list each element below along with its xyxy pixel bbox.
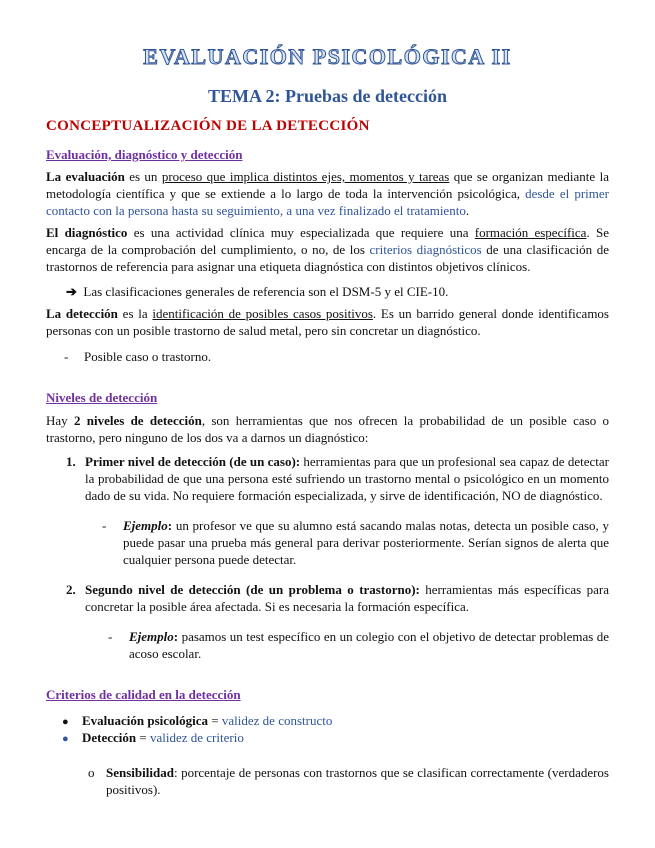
bullet-bold: Detección: [82, 730, 137, 745]
bullet-icon: ●: [62, 733, 69, 745]
paragraph-evaluacion: [46, 168, 609, 219]
text-segment: es un: [124, 169, 162, 184]
sensibilidad-text: [106, 764, 609, 798]
term-deteccion: La detección: [46, 306, 118, 321]
level-1-text: [85, 453, 609, 504]
text-segment: que se organizan mediante la metodología científica y que se extiende a lo largo de toda la intervención psicológica,: [46, 169, 609, 201]
level-2-heading: Segundo nivel de detección (de un problema o trastorno):: [85, 582, 420, 597]
colon: :: [173, 629, 179, 644]
example-label: Ejemplo: [123, 518, 168, 533]
sensibilidad-item: [88, 764, 609, 798]
text-segment: es la: [117, 306, 153, 321]
bold-text: 2 niveles de detección: [73, 413, 202, 428]
level-2-text: [85, 581, 609, 615]
underlined-text: formación específica: [474, 225, 587, 240]
equals: =: [136, 730, 150, 745]
bullet-icon: ●: [62, 716, 69, 728]
text-segment: herramientas más específicas para concretar la posible área afectada. Si es necesaria la formación específica.: [85, 582, 609, 614]
dash-icon: -: [108, 629, 113, 644]
example-2-item: [108, 628, 609, 662]
paragraph-diagnostico: [46, 224, 609, 275]
document-title: EVALUACIÓN PSICOLÓGICA II: [143, 44, 512, 69]
underlined-text: identificación de posibles casos positivos: [152, 306, 373, 321]
paragraph-deteccion: [46, 305, 609, 339]
term-diagnostico: El diagnóstico: [46, 225, 128, 240]
text-segment: herramientas para que un profesional sea capaz de detectar la probabilidad de que una persona esté sufriendo un trastorno mental o psicológico en un momento dado de su vida. No requiere formación especializada, y sirve de identificación, NO de diagnóstico.: [85, 454, 609, 503]
text-segment: : porcentaje de personas con trastornos que se clasifican correctamente (verdaderos positivos).: [106, 765, 609, 797]
dash-list-item: [64, 348, 211, 365]
bullet-bold: Evaluación psicológica: [82, 713, 209, 728]
example-text: un profesor ve que su alumno está sacando malas notas, detecta un posible caso, y puede pasar una prueba más general para derivar posteriormente. Serían signos de alerta que cualquier persona puede detectar.: [123, 518, 609, 567]
heading-niveles: Niveles de detección: [46, 390, 158, 405]
dash-item-text: Posible caso o trastorno.: [84, 349, 212, 364]
circle-bullet-icon: o: [88, 765, 95, 780]
example-label: Ejemplo: [129, 629, 174, 644]
level-1-item: [66, 453, 609, 504]
level-1-heading: Primer nivel de detección (de un caso):: [85, 454, 301, 469]
dash-icon: -: [102, 518, 107, 533]
colon: :: [167, 518, 173, 533]
paragraph-niveles: [46, 412, 609, 446]
dash-icon: -: [64, 349, 69, 364]
text-segment: . Es un barrido general donde identificamos personas con un posible trastorno de salud metal, pero sin concretar un diagnóstico.: [46, 306, 609, 338]
example-1-item: [102, 517, 609, 568]
equals: =: [208, 713, 222, 728]
text-segment: Hay: [46, 413, 74, 428]
text-segment: es una actividad clínica muy especializada que requiere una: [127, 225, 475, 240]
text-segment: . Se encarga de la comprobación del cumplimiento, o no, de los: [46, 225, 609, 257]
bullet-value: validez de criterio: [149, 730, 244, 745]
level-2-item: [66, 581, 609, 615]
highlight-text: desde el primer contacto con la persona hasta su seguimiento, a una vez finalizado el tratamiento: [46, 186, 609, 218]
list-number: 2.: [66, 582, 76, 597]
list-number: 1.: [66, 454, 76, 469]
sensibilidad-term: Sensibilidad: [106, 765, 174, 780]
bullet-value: validez de constructo: [221, 713, 333, 728]
heading-evaluacion: Evaluación, diagnóstico y detección: [46, 147, 243, 162]
arrow-item-text: Las clasificaciones generales de referencia son el DSM-5 y el CIE-10.: [83, 284, 449, 299]
bullet-item: [62, 729, 244, 748]
term-evaluacion: La evaluación: [46, 169, 125, 184]
heading-criterios: Criterios de calidad en la detección: [46, 687, 241, 702]
arrow-list-item: [66, 283, 448, 300]
text-segment: , son herramientas que nos ofrecen la probabilidad de un posible caso o trastorno, pero ninguno de los dos va a darnos un diagnóstico:: [46, 413, 609, 445]
underlined-text: proceso que implica distintos ejes, momentos y tareas: [161, 169, 450, 184]
arrow-icon: ➔: [66, 284, 77, 299]
text-segment: de una clasificación de trastornos de referencia para asignar una etiqueta diagnóstica con distintos objetivos clínicos.: [46, 242, 609, 274]
text-segment: .: [465, 203, 470, 218]
highlight-text: criterios diagnósticos: [369, 242, 482, 257]
topic-subtitle: TEMA 2: Pruebas de detección: [208, 86, 447, 106]
section-title: CONCEPTUALIZACIÓN DE LA DETECCIÓN: [46, 118, 370, 134]
example-text: pasamos un test específico en un colegio con el objetivo de detectar problemas de acoso escolar.: [129, 629, 609, 661]
